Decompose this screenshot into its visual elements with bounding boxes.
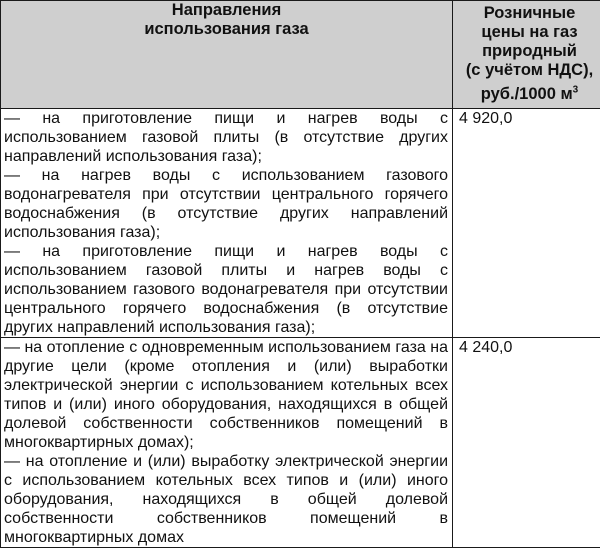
list-item: — на отопление и (или) выработку электрической энергии с использованием котельных всех типов и (или) иного оборудования, находящихся в общей долевой собственности собственников помещений в многоквартирных домах [4, 452, 448, 547]
price-header-unit-text: руб./1000 м [481, 85, 573, 103]
list-item: — на приготовление пищи и нагрев воды с использованием газовой плиты и нагрев воды с использованием газового водонагревателя при отсутствии центрального горячего водоснабжения (в отсутствие других направлений использования газа); [4, 242, 448, 337]
direction-header-line1: Направления [172, 1, 281, 19]
list-item: — на нагрев воды с использованием газового водонагревателя при отсутствии центрального горячего водоснабжения (в отсутствие других направлений использования газа); [4, 166, 448, 242]
table-cell-price: 4 920,0 [453, 108, 600, 337]
price-header-unit [481, 85, 578, 103]
direction-header-line2: использования газа [144, 20, 308, 38]
price-header-unit-sup: 3 [573, 84, 579, 95]
table-cell-price: 4 240,0 [453, 337, 600, 547]
price-column-header [453, 1, 600, 109]
table-cell-directions [1, 108, 453, 337]
price-header-line2: цены на газ [481, 23, 577, 41]
list-item: — на отопление с одновременным использованием газа на другие цели (кроме отопления и (или) выработки электрической энергии с использованием котельных всех типов и (или) иного оборудования, находящихся в общей долевой собственности собственников помещений в многоквартирных домах); [4, 338, 448, 452]
table-row [1, 108, 600, 337]
price-header-line1: Розничные [484, 4, 576, 22]
direction-column-header [1, 1, 453, 109]
table-cell-directions [1, 337, 453, 547]
table-row [1, 337, 600, 547]
price-header-line4: (с учётом НДС), [466, 61, 593, 79]
price-header-line3: природный [482, 42, 577, 60]
list-item: — на приготовление пищи и нагрев воды с использованием газовой плиты (в отсутствие других направлений использования газа); [4, 109, 448, 166]
table-header-row [1, 1, 600, 109]
